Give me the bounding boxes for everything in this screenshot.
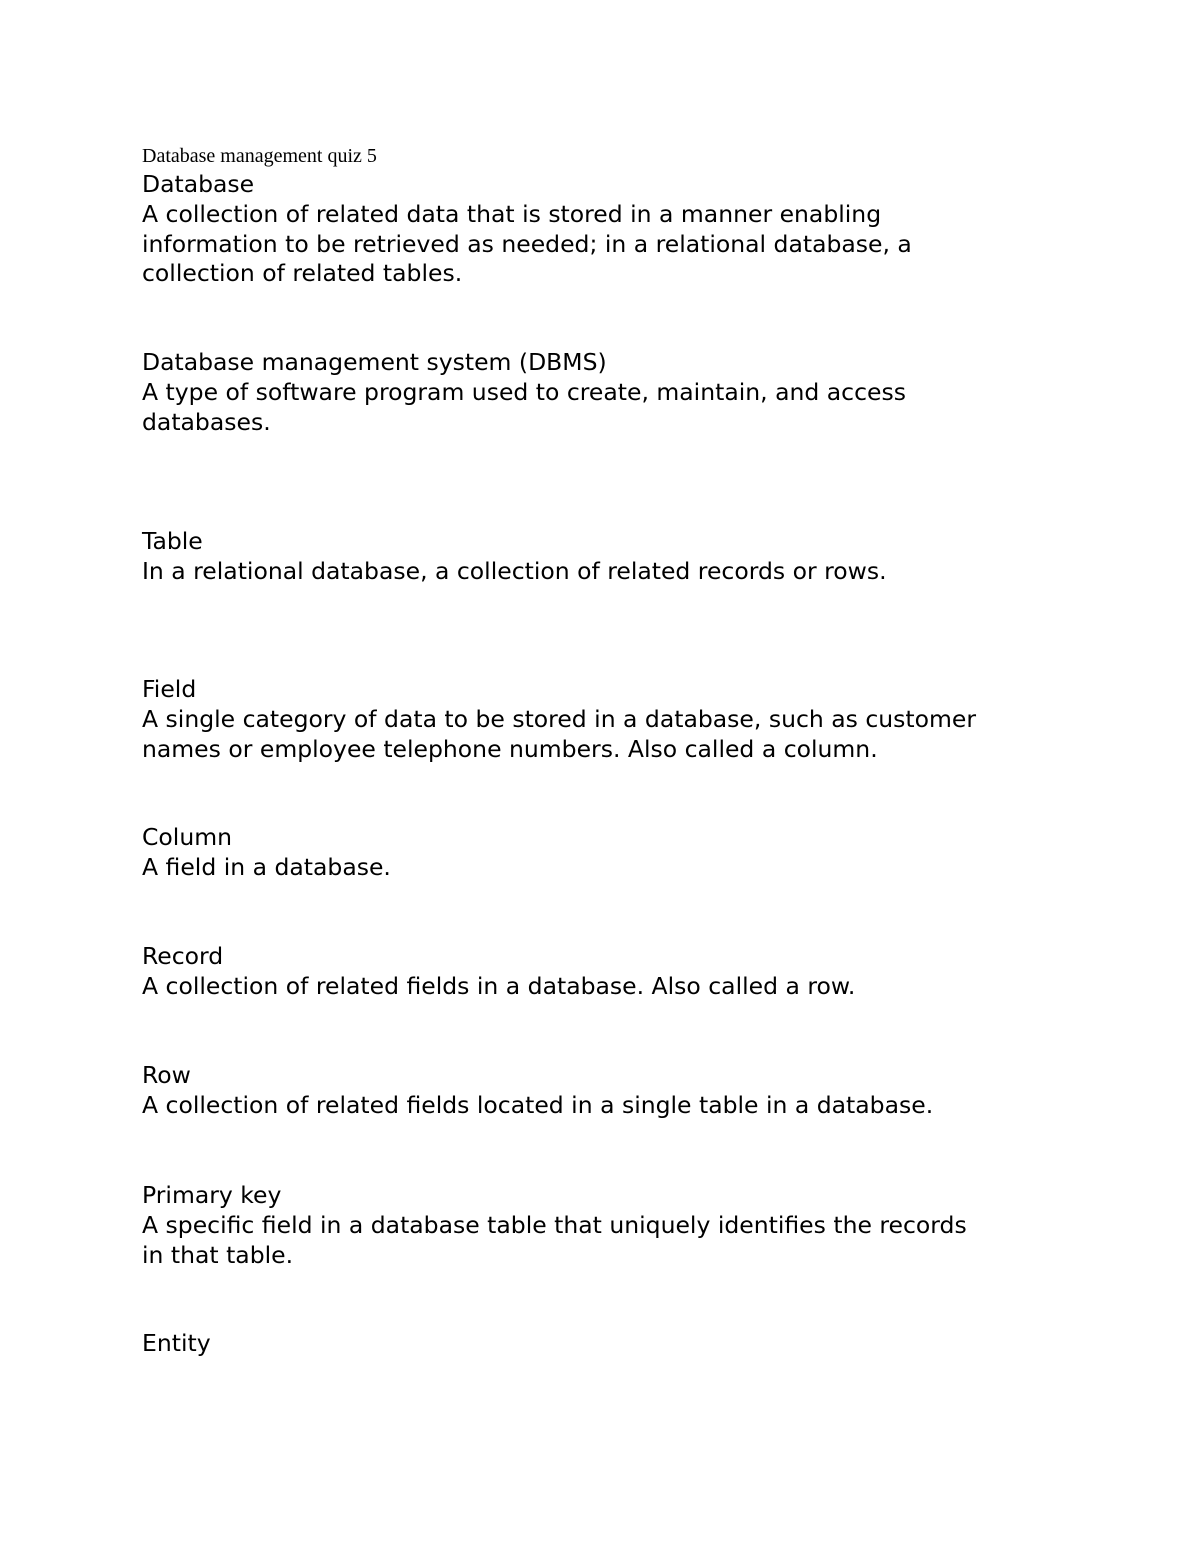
term: Column <box>142 823 232 851</box>
document-title: Database management quiz 5 <box>142 145 377 167</box>
entry-entity <box>142 1329 1072 1359</box>
definition: A collection of related fields located in a single table in a database. <box>142 1090 934 1119</box>
definition: A single category of data to be stored in a database, such as customer names or employee telephone numbers. Also called a column. <box>142 704 977 763</box>
definition: A collection of related data that is stored in a manner enabling information to be retrieved as needed; in a relational database, a collection of related tables. <box>142 199 912 288</box>
definition: A type of software program used to create, maintain, and access databases. <box>142 377 906 436</box>
definition: A specific field in a database table that uniquely identifies the records in that table. <box>142 1210 967 1269</box>
definition: A field in a database. <box>142 852 391 881</box>
term: Field <box>142 675 197 703</box>
term: Database <box>142 170 255 198</box>
term: Primary key <box>142 1181 282 1209</box>
entry-database <box>142 170 1072 289</box>
entry-dbms <box>142 348 1072 437</box>
entry-table <box>142 527 1072 587</box>
term: Row <box>142 1061 191 1089</box>
term: Table <box>142 527 203 555</box>
term: Database management system (DBMS) <box>142 348 607 376</box>
term: Record <box>142 942 224 970</box>
definition: A collection of related fields in a database. Also called a row. <box>142 971 856 1000</box>
entry-row <box>142 1061 1072 1121</box>
definition: In a relational database, a collection of related records or rows. <box>142 556 887 585</box>
entry-primary-key <box>142 1181 1072 1270</box>
term: Entity <box>142 1329 211 1357</box>
entry-column <box>142 823 1072 883</box>
entry-record <box>142 942 1072 1002</box>
entry-field <box>142 675 1072 764</box>
